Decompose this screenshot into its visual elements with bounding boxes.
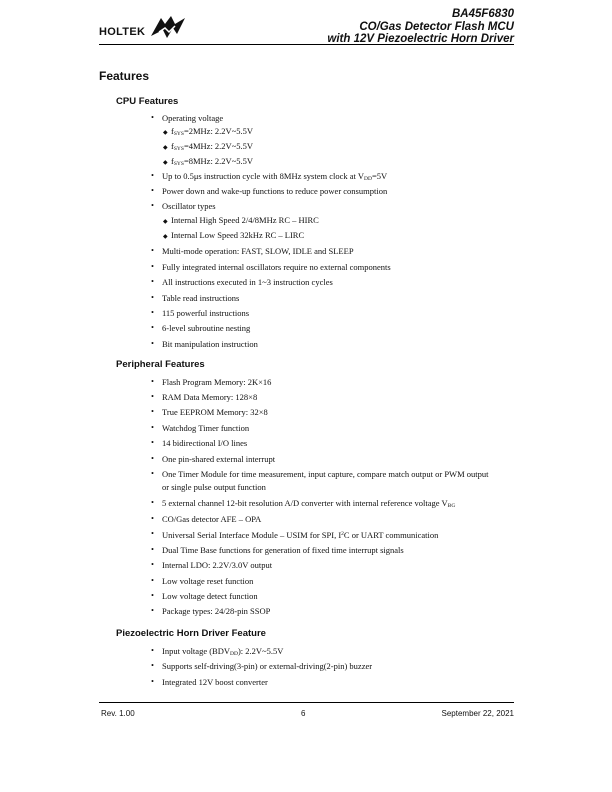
list-item: All instructions executed in 1~3 instruction cycles <box>162 277 333 287</box>
voltage-4mhz: $f_{SYS}=4MHz$: 2.2V~5.5V <box>171 141 254 152</box>
list-item: Table read instructions <box>162 293 240 303</box>
bullet-icon: • <box>151 185 154 195</box>
bullet-icon: • <box>151 645 154 655</box>
peripheral-features-heading: Peripheral Features <box>116 359 205 370</box>
bullet-icon: • <box>151 112 154 122</box>
list-item: Watchdog Timer function <box>162 423 250 433</box>
diamond-bullet-icon: ◆ <box>163 129 168 136</box>
bullet-icon: • <box>151 590 154 600</box>
list-item: Low voltage reset function <box>162 576 254 586</box>
bullet-icon: • <box>151 200 154 210</box>
bullet-icon: • <box>151 559 154 569</box>
bullet-icon: • <box>151 513 154 523</box>
bullet-icon: • <box>151 406 154 416</box>
osc-lirc: Internal Low Speed 32kHz RC – LIRC <box>171 230 305 240</box>
osc-hirc: Internal High Speed 2/4/8MHz RC – HIRC <box>171 215 319 225</box>
page-header <box>99 8 514 44</box>
bullet-icon: • <box>151 245 154 255</box>
bullet-icon: • <box>151 292 154 302</box>
list-item: Multi-mode operation: FAST, SLOW, IDLE and SLEEP <box>162 246 354 256</box>
timer-module: One Timer Module for time measurement, input capture, compare match output or PWM output or single pulse output function <box>162 469 489 492</box>
list-item: Internal LDO: 2.2V/3.0V output <box>162 560 273 570</box>
bullet-icon: • <box>151 528 154 538</box>
bullet-icon: • <box>151 544 154 554</box>
bullet-icon: • <box>151 575 154 585</box>
section-title: Features <box>99 69 150 83</box>
revision: Rev. 1.00 <box>101 709 135 718</box>
logo-mark-icon <box>149 14 187 40</box>
header-rule <box>99 44 514 45</box>
oscillator-types: Oscillator types <box>162 201 216 211</box>
input-voltage: Input voltage $(BDV_{DD})$: 2.2V~5.5V <box>162 646 284 657</box>
part-number: BA45F6830 <box>451 8 514 20</box>
bullet-icon: • <box>151 422 154 432</box>
bullet-icon: • <box>151 307 154 317</box>
bullet-icon: • <box>151 660 154 670</box>
bullet-icon: • <box>151 605 154 615</box>
bullet-icon: • <box>151 322 154 332</box>
list-item: Supports self-driving(3-pin) or external-driving(2-pin) buzzer <box>162 661 373 671</box>
footer-rule <box>99 702 514 703</box>
logo-text: HOLTEK <box>99 26 146 38</box>
list-item: Package types: 24/28-pin SSOP <box>162 606 271 616</box>
list-item: 115 powerful instructions <box>162 308 250 318</box>
cpu-features-heading: CPU Features <box>116 96 179 107</box>
doc-title-line2: with 12V Piezoelectric Horn Driver <box>327 33 514 45</box>
bullet-icon: • <box>151 437 154 447</box>
adc-converter: 5 external channel 12-bit resolution A/D converter with internal reference voltage $V_{BG}$ <box>162 498 456 509</box>
piezo-heading: Piezoelectric Horn Driver Feature <box>116 628 266 639</box>
diamond-bullet-icon: ◆ <box>163 233 168 240</box>
diamond-bullet-icon: ◆ <box>163 144 168 151</box>
bullet-icon: • <box>151 376 154 386</box>
list-item: One pin-shared external interrupt <box>162 454 276 464</box>
diamond-bullet-icon: ◆ <box>163 218 168 225</box>
bullet-icon: • <box>151 261 154 271</box>
list-item: Flash Program Memory: 2K×16 <box>162 377 272 387</box>
list-item: 14 bidirectional I/O lines <box>162 438 248 448</box>
page-number: 6 <box>301 709 306 718</box>
voltage-2mhz: $f_{SYS}=2MHz$: 2.2V~5.5V <box>171 126 254 137</box>
power-down: Power down and wake-up functions to reduce power consumption <box>162 186 388 196</box>
afe: CO/Gas detector AFE – OPA <box>162 514 262 524</box>
bullet-icon: • <box>151 468 154 478</box>
list-item: Integrated 12V boost converter <box>162 677 268 687</box>
instruction-cycle: Up to 0.5μs instruction cycle with 8MHz system clock at $V_{DD}=5V$ <box>162 171 388 182</box>
bullet-icon: • <box>151 276 154 286</box>
list-item: Fully integrated internal oscillators require no external components <box>162 262 391 272</box>
bullet-icon: • <box>151 453 154 463</box>
bullet-icon: • <box>151 391 154 401</box>
usim: Universal Serial Interface Module – USIM for SPI, $I^2C$ or UART communication <box>162 530 439 540</box>
operating-voltage: Operating voltage <box>162 113 224 123</box>
bullet-icon: • <box>151 497 154 507</box>
doc-title-line1: CO/Gas Detector Flash MCU <box>359 20 514 33</box>
bullet-icon: • <box>151 338 154 348</box>
bullet-icon: • <box>151 170 154 180</box>
list-item: 6-level subroutine nesting <box>162 323 251 333</box>
list-item: True EEPROM Memory: 32×8 <box>162 407 268 417</box>
voltage-8mhz: $f_{SYS}=8MHz$: 2.2V~5.5V <box>171 156 254 167</box>
diamond-bullet-icon: ◆ <box>163 159 168 166</box>
list-item: Low voltage detect function <box>162 591 258 601</box>
list-item: Bit manipulation instruction <box>162 339 258 349</box>
header-title-block <box>327 8 514 46</box>
list-item: RAM Data Memory: 128×8 <box>162 392 258 402</box>
bullet-icon: • <box>151 676 154 686</box>
date: September 22, 2021 <box>441 709 514 718</box>
list-item: Dual Time Base functions for generation of fixed time interrupt signals <box>162 545 404 555</box>
